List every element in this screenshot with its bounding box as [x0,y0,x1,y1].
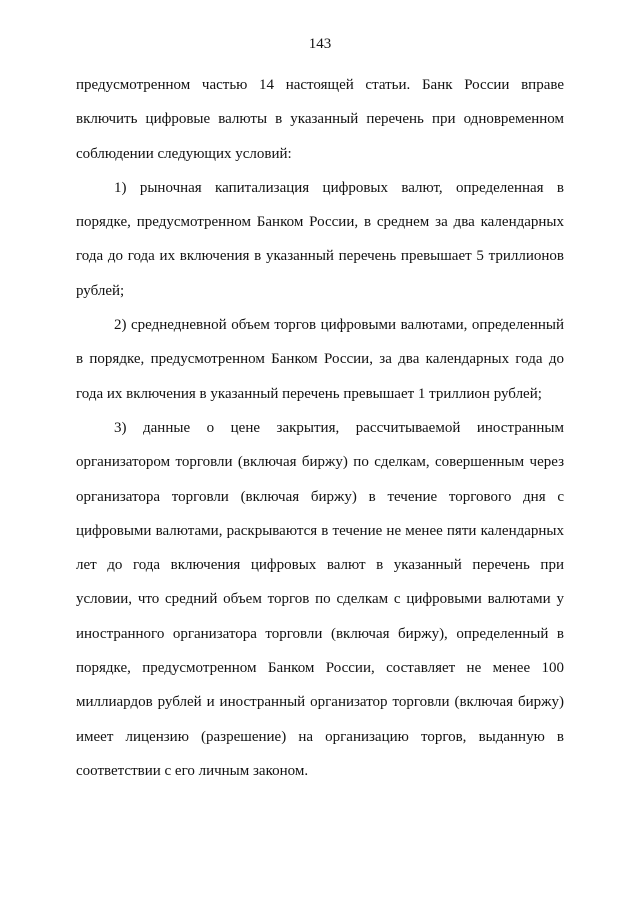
text-line: соответствии с его личным законом. [76,762,309,779]
text-line: иностранного организатора торговли (включая биржу), определенный в [76,625,564,642]
text-line: в порядке, предусмотренном Банком России, за два календарных года до [76,351,564,368]
text-line: 1) рыночная капитализация цифровых валют, определенная в [114,179,564,196]
text-line: условии, что средний объем торгов по сделкам с цифровыми валютами у [76,591,564,608]
text-line: миллиардов рублей и иностранный организатор торговли (включая биржу) [76,694,564,711]
document-body [76,68,564,788]
text-line: организатором торговли (включая биржу) по сделкам, совершенным через [76,454,564,471]
text-line: года их включения в указанный перечень превышает 1 триллион рублей; [76,385,542,402]
text-line: имеет лицензию (разрешение) на организацию торгов, выданную в [76,728,564,745]
text-line: 3) данные о цене закрытия, рассчитываемой иностранным [114,419,564,436]
text-line: соблюдении следующих условий: [76,145,292,162]
text-line: включить цифровые валюты в указанный перечень при одновременном [76,111,564,128]
page-number: 143 [308,36,332,52]
text-line: 2) среднедневной объем торгов цифровыми валютами, определенный [114,317,564,334]
text-line: предусмотренном частью 14 настоящей статьи. Банк России вправе [76,77,564,93]
text-line: рублей; [76,282,125,299]
text-line: организатора торговли (включая биржу) в течение торгового дня с [76,488,564,505]
text-line: лет до года включения цифровых валют в указанный перечень при [76,557,564,574]
text-line: порядке, предусмотренном Банком России, составляет не менее 100 [76,660,564,677]
text-line: года до года их включения в указанный перечень превышает 5 триллионов [76,248,564,265]
text-line: цифровыми валютами, раскрываются в течение не менее пяти календарных [76,522,564,539]
text-line: порядке, предусмотренном Банком России, в среднем за два календарных [76,214,564,231]
